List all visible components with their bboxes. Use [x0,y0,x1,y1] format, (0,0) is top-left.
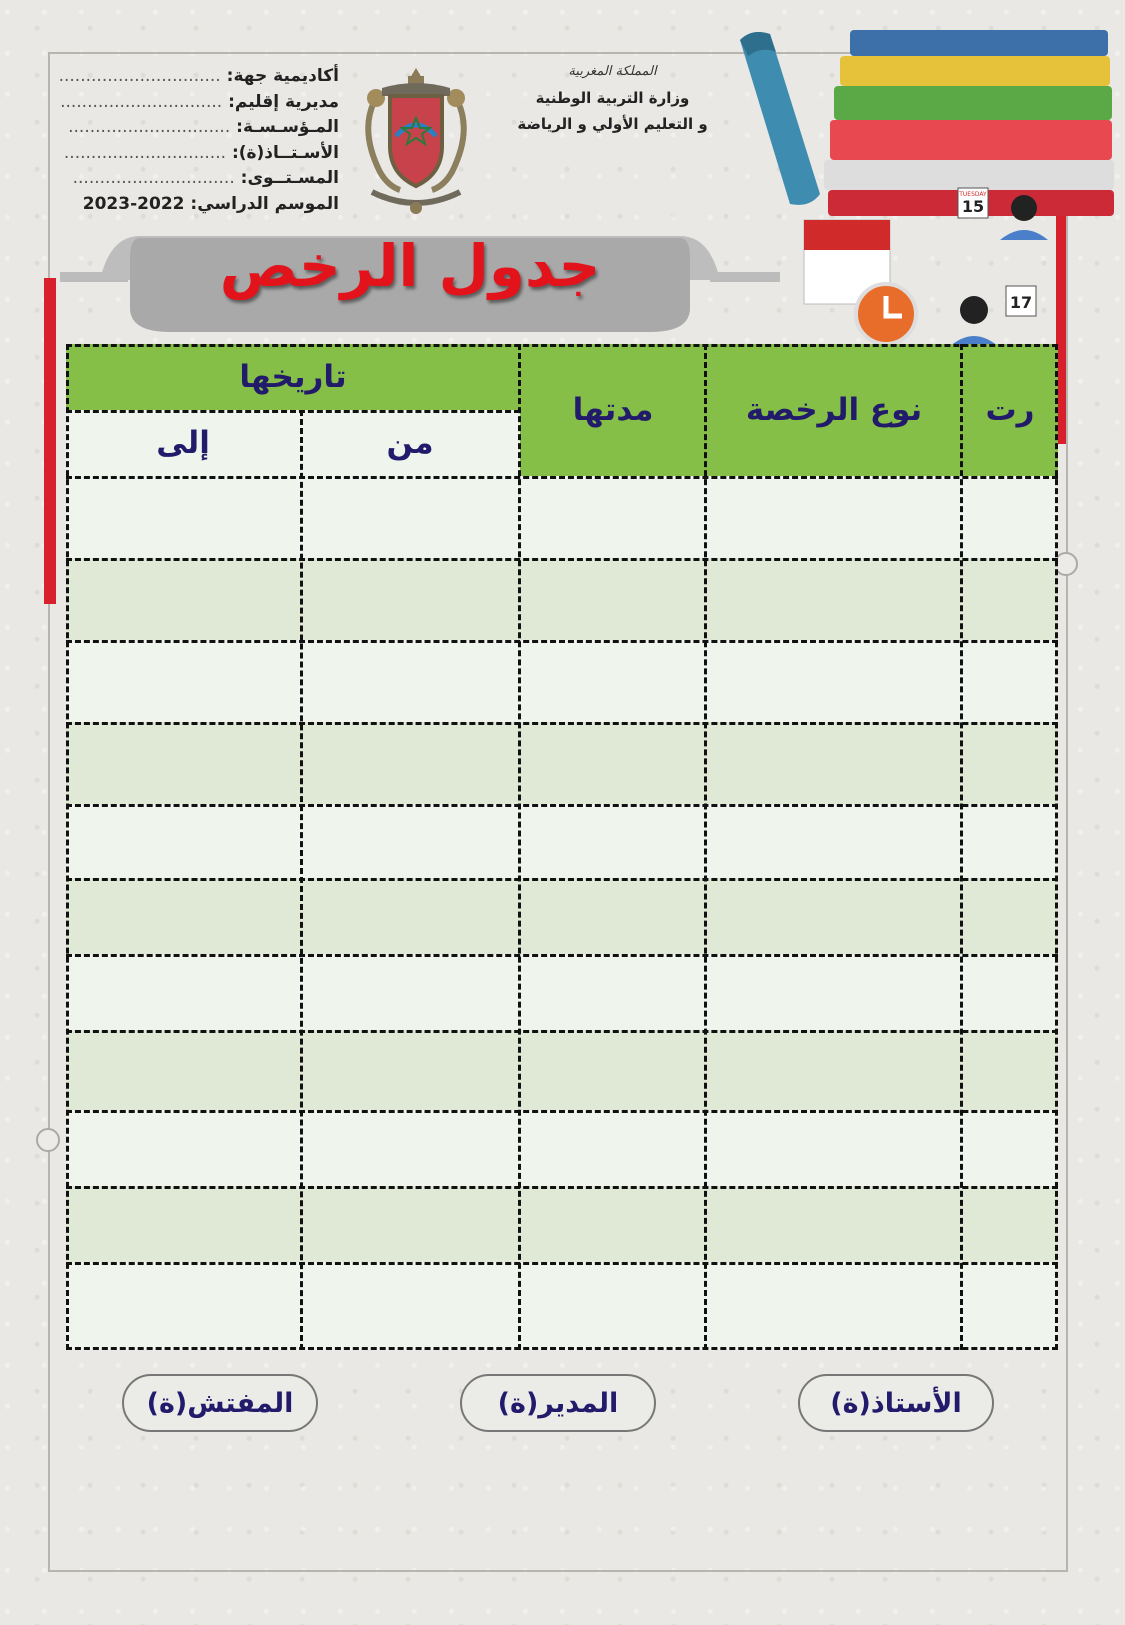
coat-of-arms-emblem [352,62,480,218]
institution-dots: .............................. [68,117,231,137]
level-label: المسـتــوى: [240,168,339,188]
teacher-label: الأسـتــاذ(ة): [231,142,339,163]
header-license-type-label: نوع الرخصة [745,392,923,428]
teacher-dots: .............................. [63,142,227,163]
header-info [49,64,339,217]
ministry-line-1: وزارة التربية الوطنية [535,89,690,107]
signature-teacher [798,1374,994,1432]
institution-label: المـؤسـسـة: [236,117,339,137]
ministry-block [505,64,720,137]
left-red-bar [44,278,56,604]
signature-inspector-label: المفتش(ة) [146,1387,294,1419]
directorate-label: مديرية إقليم: [228,91,339,112]
calendar-day-label: TUESDAY [959,191,987,198]
signature-teacher-label: الأستاذ(ة) [830,1387,962,1419]
licenses-table [66,344,1058,1350]
season-label: الموسم الدراسي: 2022-2023 [82,193,339,214]
kingdom-name: المملكة المغربية [568,64,657,79]
page-title: جدول الرخص [219,232,601,300]
header-to-label: إلى [156,425,210,461]
academy-label: أكاديمية جهة: [226,66,339,86]
books-calendar-illustration [740,20,1120,350]
header-from-label: من [386,425,434,461]
academy-dots: .............................. [58,66,221,86]
table-border [66,344,1058,1350]
directorate-dots: .............................. [60,91,223,112]
signature-director-label: المدير(ة) [497,1387,619,1419]
calendar-second-number: 17 [1009,293,1033,312]
signature-inspector [122,1374,318,1432]
signature-director [460,1374,656,1432]
header-duration-label: مدتها [572,392,654,428]
header-date-label: تاريخها [239,359,347,395]
level-dots: .............................. [72,168,235,188]
ministry-line-2: و التعليم الأولي و الرياضة [517,115,708,133]
calendar-day-number: 15 [961,197,985,216]
header-number-label: رت [985,392,1035,428]
left-ring [36,1128,60,1152]
